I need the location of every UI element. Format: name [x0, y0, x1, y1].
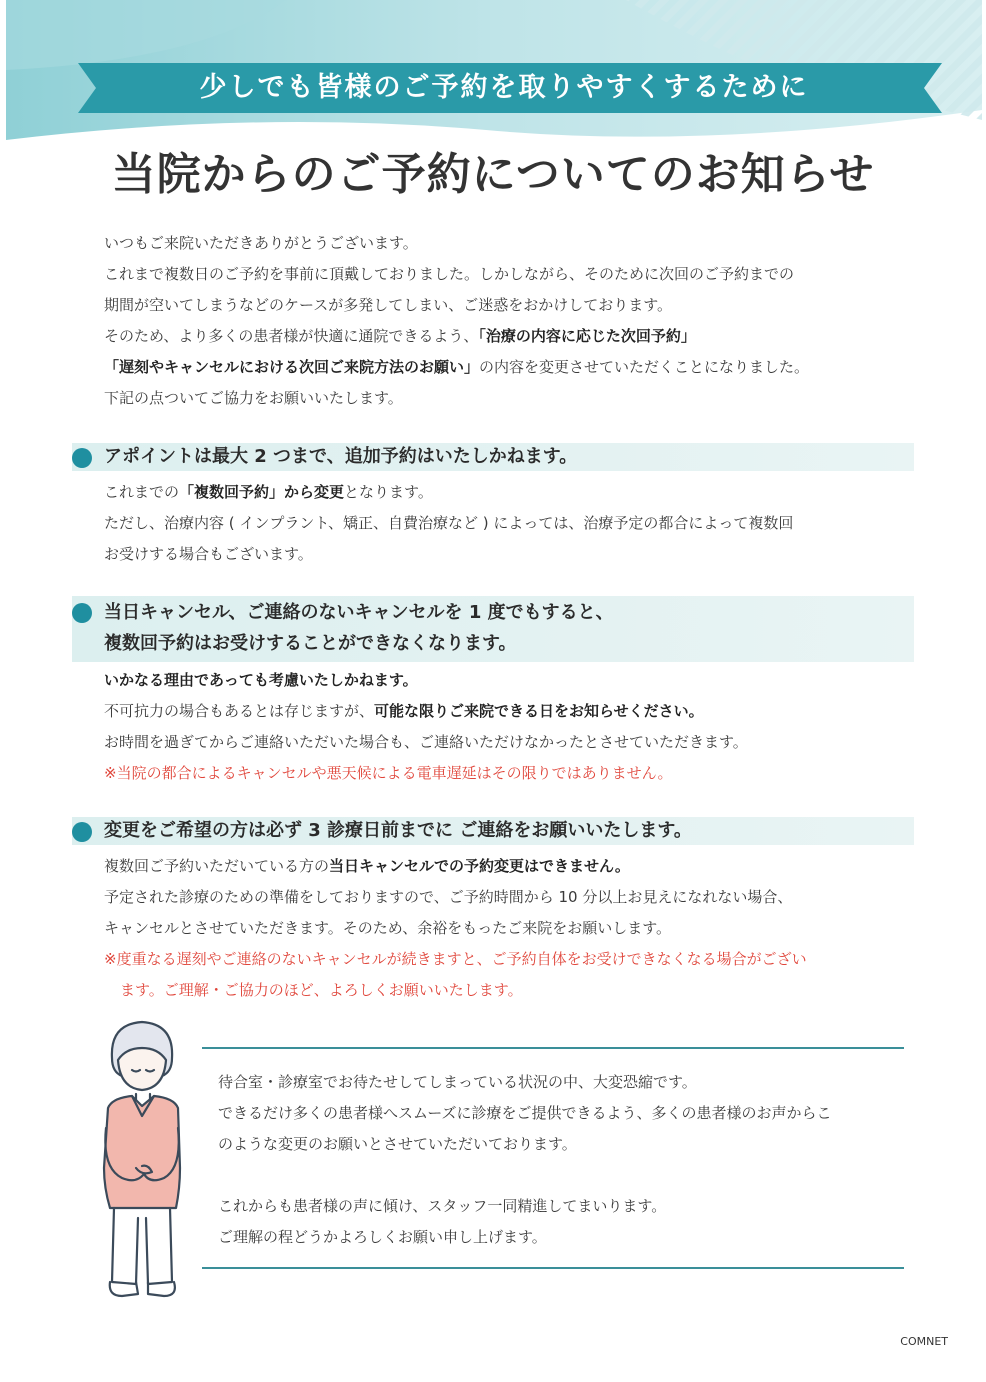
intro-line: いつもご来院いただきありがとうございます。 [104, 234, 418, 252]
page-title: 当院からのご予約についてのお知らせ [111, 149, 875, 200]
message-divider-top [202, 1047, 904, 1049]
footer-brand: COMNET [900, 1335, 948, 1348]
bowing-staff-illustration [92, 1018, 192, 1302]
warning-note: ※当院の都合によるキャンセルや悪天候による電車遅延はその限りではありません。 [104, 764, 673, 782]
teal-dot-icon [72, 603, 92, 623]
teal-dot-icon [72, 822, 92, 842]
intro-line: そのため、より多くの患者様が快適に通院できるよう、「治療の内容に応じた次回予約」 [104, 327, 696, 345]
intro-line: 下記の点ついてご協力をお願いいたします。 [104, 389, 403, 407]
warning-note: ※度重なる遅刻やご連絡のないキャンセルが続きますと、ご予約自体をお受けできなくなる場合がござい [104, 950, 807, 968]
section-body-1: これまでの「複数回予約」から変更となります。 ただし、治療内容 ( インプラント、矯正、自費治療など ) によっては、治療予定の都合によって複数回 お受けする場合もございます。 [104, 483, 794, 563]
intro-line: 「遅刻やキャンセルにおける次回ご来院方法のお願い」の内容を変更させていただくことになりました。 [104, 358, 810, 376]
closing-message: 待合室・診療室でお待たせしてしまっている状況の中、大変恐縮です。 できるだけ多くの患者様へスムーズに診療をご提供できるよう、多くの患者様のお声からこ のような変更のお願いとさせていただいております。 これからも患者様の声に傾け、スタッフ一同精進してまいります。 ご理解の程どうかよろしくお願い申し上げます。 [218, 1073, 832, 1246]
intro-paragraph [104, 228, 904, 414]
intro-line: 期間が空いてしまうなどのケースが多発してしまい、ご迷惑をおかけしております。 [104, 296, 673, 314]
ribbon-subtitle: 少しでも皆様のご予約を取りやすくするために [199, 72, 809, 103]
warning-note: ます。ご理解・ご協力のほど、よろしくお願いいたします。 [120, 981, 523, 999]
teal-dot-icon [72, 448, 92, 468]
section-heading-3: 変更をご希望の方は必ず 3 診療日前までに ご連絡をお願いいたします。 [72, 817, 914, 845]
section-heading-1: アポイントは最大 2 つまで、追加予約はいたしかねます。 [72, 443, 914, 471]
intro-line: これまで複数日のご予約を事前に頂戴しておりました。しかしながら、そのために次回のご予約までの [104, 265, 795, 283]
message-divider-bottom [202, 1267, 904, 1269]
section-heading-2: 当日キャンセル、ご連絡のないキャンセルを 1 度でもすると、 複数回予約はお受けすることができなくなります。 [72, 596, 914, 662]
section-body-3: 複数回ご予約いただいている方の当日キャンセルでの予約変更はできません。 予定された診療のための準備をしておりますので、ご予約時間から 10 分以上お見えになれない場合、 キャンセルとさせていただきます。そのため、余裕をもったご来院をお願いします。 ※度重なる遅刻やご連絡のないキャンセルが続きますと、ご予約自体をお受けできなくなる場合がござい ます。ご理解・ご協力のほど、よろしくお願いいたします。 [104, 851, 904, 1006]
section-body-2: いかなる理由であっても考慮いたしかねます。 不可抗力の場合もあるとは存じますが、可能な限りご来院できる日をお知らせください。 お時間を過ぎてからご連絡いただいた場合も、ご連絡いただけなかったとさせていただきます。 ※当院の都合によるキャンセルや悪天候による電車遅延はその限りではありません。 [104, 665, 904, 789]
